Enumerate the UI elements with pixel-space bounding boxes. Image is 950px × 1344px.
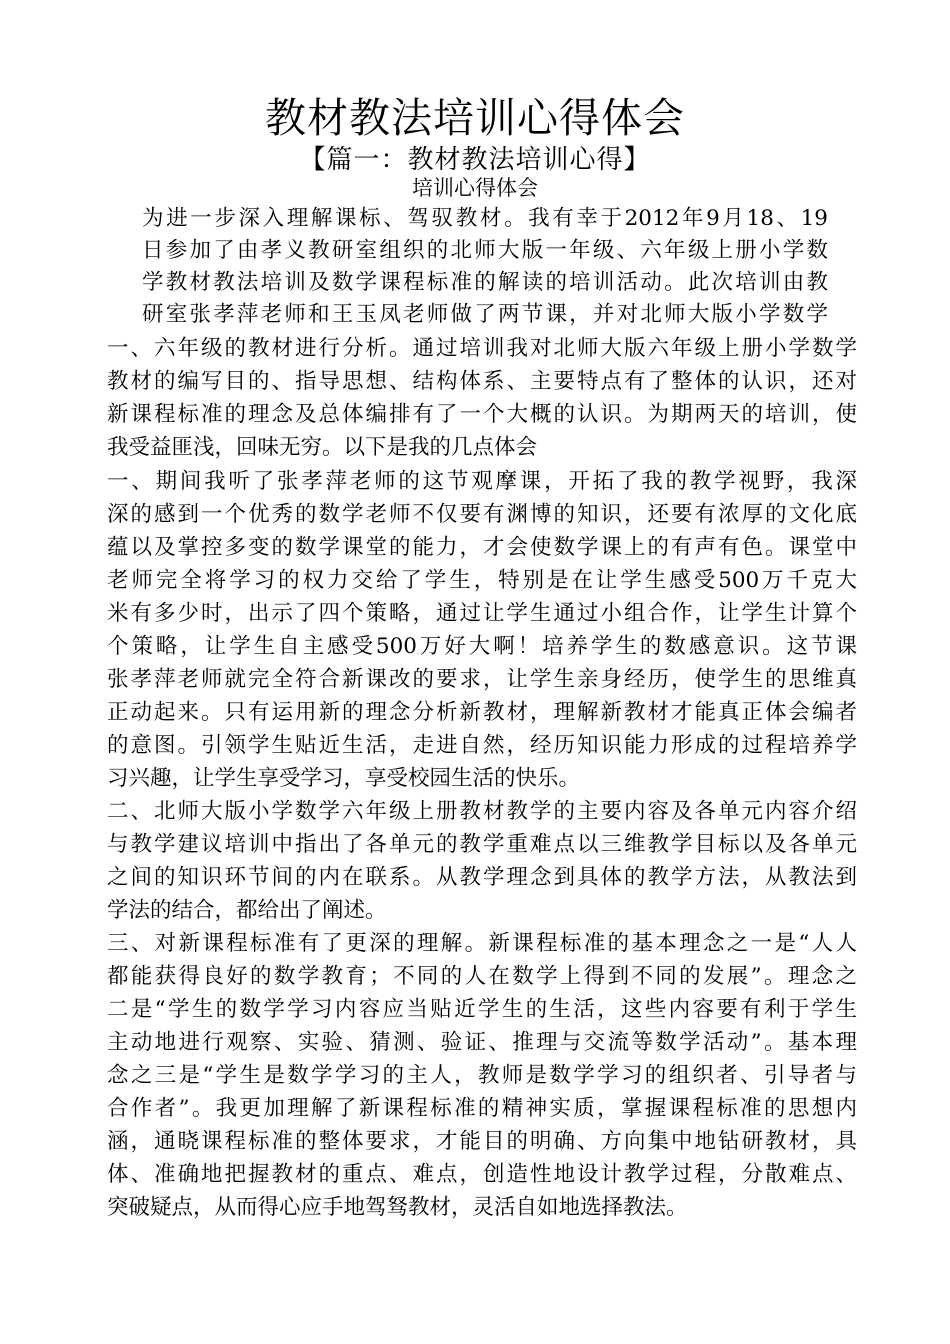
text-line: 习兴趣，让学生享受学习，享受校园生活的快乐。 [107,766,581,791]
text-line: 与教学建议培训中指出了各单元的教学重难点以三维教学目标以及各单元 [107,832,857,857]
text-line: 教材的编写目的、指导思想、结构体系、主要特点有了整体的认识，还对 [107,369,857,394]
text-line: 二是“学生的数学学习内容应当贴近学生的生活，这些内容要有利于学生 [107,997,857,1022]
text-line: 之间的知识环节间的内在联系。从教学理念到具体的教学方法，从教法到 [107,865,857,890]
text-line: 三、对新课程标准有了更深的理解。新课程标准的基本理念之一是“人人 [107,931,857,956]
text-line: 都能获得良好的数学教育；不同的人在数学上得到不同的发展”。理念之 [107,964,857,989]
text-line: 一、六年级的教材进行分析。通过培训我对北师大版六年级上册小学数学 [107,336,857,361]
text-line: 个策略，让学生自主感受500万好大啊！培养学生的数感意识。这节课 [107,634,857,659]
text-line: 老师完全将学习的权力交给了学生，特别是在让学生感受500万千克大 [107,568,857,593]
text-line: 我受益匪浅，回味无穷。以下是我的几点体会 [107,435,538,460]
text-line: 体、准确地把握教材的重点、难点，创造性地设计教学过程，分散难点、 [107,1162,857,1187]
text-line: 米有多少时，出示了四个策略，通过让学生通过小组合作，让学生计算个 [107,601,857,626]
text-line: 念之三是“学生是数学学习的主人，教师是数学学习的组织者、引导者与 [107,1063,857,1088]
text-line: 为进一步深入理解课标、驾驭教材。我有幸于2012年9月18、19 [142,206,828,231]
text-line: 深的感到一个优秀的数学老师不仅要有渊博的知识，还要有浓厚的文化底 [107,502,857,527]
text-line: 张孝萍老师就完全符合新课改的要求，让学生亲身经历，使学生的思维真 [107,667,857,692]
text-line: 研室张孝萍老师和王玉凤老师做了两节课，并对北师大版小学数学 [142,302,828,327]
text-line: 学教材教法培训及数学课程标准的解读的培训活动。此次培训由教 [142,270,828,295]
text-line: 新课程标准的理念及总体编排有了一个大概的认识。为期两天的培训，使 [107,402,857,427]
text-line: 的意图。引领学生贴近生活，走进自然，经历知识能力形成的过程培养学 [107,733,857,758]
text-line: 蕴以及掌控多变的数学课堂的能力，才会使数学课上的有声有色。课堂中 [107,535,857,560]
text-line: 突破疑点，从而得心应手地驾驽教材，灵活自如地选择教法。 [107,1195,688,1220]
text-line: 涵，通晓课程标准的整体要求，才能目的明确、方向集中地钻研教材，具 [107,1129,857,1154]
text-line: 正动起来。只有运用新的理念分析新教材，理解新教材才能真正体会编者 [107,700,857,725]
document-subtitle: 【篇一：教材教法培训心得】 [299,145,651,175]
text-line: 二、北师大版小学数学六年级上册教材教学的主要内容及各单元内容介绍 [107,799,857,824]
text-line: 一、期间我听了张孝萍老师的这节观摩课，开拓了我的教学视野，我深 [107,469,857,494]
text-line: 合作者”。我更加理解了新课程标准的精神实质，掌握课程标准的思想内 [107,1096,857,1121]
text-line: 日参加了由孝义教研室组织的北师大版一年级、六年级上册小学数 [142,238,828,263]
text-line: 学法的结合，都给出了阐述。 [107,898,387,923]
text-line: 主动地进行观察、实验、猜测、验证、推理与交流等数学活动”。基本理 [107,1030,857,1055]
section-heading: 培训心得体会 [412,176,538,200]
document-title: 教材教法培训心得体会 [265,94,685,142]
